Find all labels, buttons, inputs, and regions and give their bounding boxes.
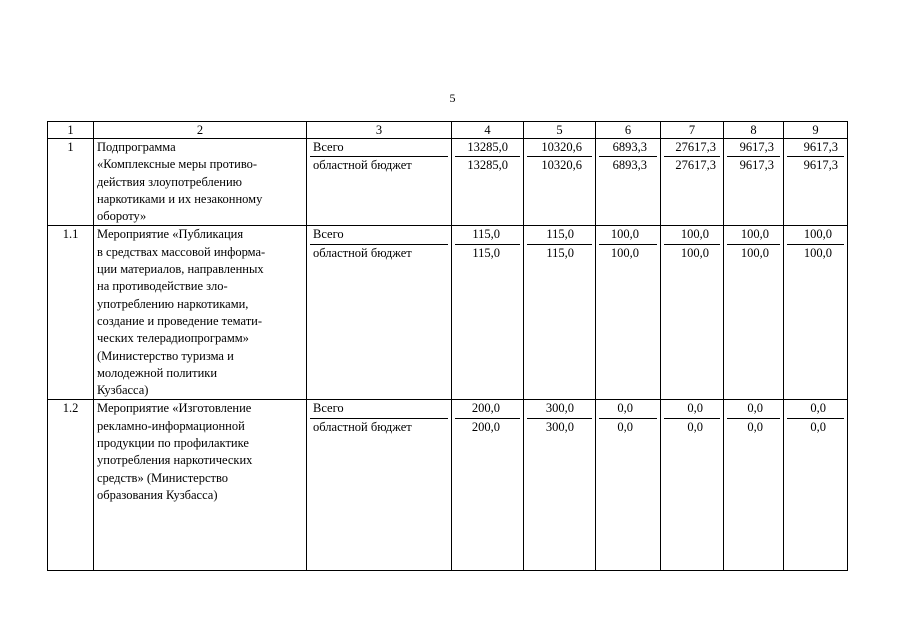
description-line: средств» (Министерство bbox=[97, 470, 229, 485]
source-regional: областной бюджет bbox=[313, 245, 412, 260]
value-total: 100,0 bbox=[664, 226, 720, 244]
value-total: 0,0 bbox=[787, 400, 844, 418]
column-header: 1 bbox=[48, 122, 94, 139]
value-cell bbox=[784, 139, 848, 226]
value-total: 0,0 bbox=[727, 400, 780, 418]
row-number: 1.2 bbox=[48, 400, 94, 571]
source-regional: областной бюджет bbox=[313, 158, 412, 173]
value-regional: 10320,6 bbox=[541, 158, 582, 173]
value-cell bbox=[724, 226, 784, 400]
source-total: Всего bbox=[310, 139, 448, 157]
value-cell bbox=[784, 400, 848, 571]
row-number: 1 bbox=[48, 139, 94, 226]
value-cell bbox=[452, 139, 524, 226]
description-line: ции материалов, направленных bbox=[97, 262, 264, 277]
description-line: «Комплексные меры противо- bbox=[97, 157, 258, 172]
value-cell bbox=[524, 139, 596, 226]
value-cell bbox=[452, 226, 524, 400]
row-description bbox=[94, 139, 307, 226]
budget-table bbox=[47, 121, 848, 571]
value-cell bbox=[596, 139, 661, 226]
description-line: действия злоупотреблению bbox=[97, 174, 243, 189]
value-total: 10320,6 bbox=[527, 139, 592, 157]
value-total: 100,0 bbox=[787, 226, 844, 244]
funding-source bbox=[307, 226, 452, 400]
value-regional: 200,0 bbox=[471, 419, 500, 434]
value-regional: 115,0 bbox=[546, 245, 574, 260]
value-cell bbox=[784, 226, 848, 400]
value-regional: 0,0 bbox=[747, 419, 763, 434]
value-cell bbox=[661, 226, 724, 400]
column-header: 7 bbox=[661, 122, 724, 139]
description-line: на противодействие зло- bbox=[97, 279, 228, 294]
description-line: в средствах массовой информа- bbox=[97, 244, 266, 259]
value-regional: 9617,3 bbox=[803, 158, 838, 173]
value-total: 0,0 bbox=[599, 400, 657, 418]
value-cell bbox=[724, 139, 784, 226]
value-total: 13285,0 bbox=[455, 139, 520, 157]
table-row bbox=[48, 400, 848, 571]
funding-source bbox=[307, 400, 452, 571]
description-line: образования Кузбасса) bbox=[97, 487, 218, 502]
value-regional: 0,0 bbox=[810, 419, 826, 434]
value-regional: 100,0 bbox=[740, 245, 769, 260]
value-cell bbox=[524, 400, 596, 571]
table-row bbox=[48, 139, 848, 226]
value-cell bbox=[596, 400, 661, 571]
description-line: молодежной политики bbox=[97, 365, 218, 380]
column-header: 2 bbox=[94, 122, 307, 139]
description-line: создание и проведение темати- bbox=[97, 313, 263, 328]
value-cell bbox=[661, 139, 724, 226]
value-regional: 6893,3 bbox=[612, 158, 647, 173]
value-total: 115,0 bbox=[527, 226, 592, 244]
row-number: 1.1 bbox=[48, 226, 94, 400]
value-cell bbox=[596, 226, 661, 400]
description-line: обороту» bbox=[97, 209, 147, 224]
description-line: рекламно-информационной bbox=[97, 418, 245, 433]
source-total: Всего bbox=[310, 226, 448, 244]
column-header: 6 bbox=[596, 122, 661, 139]
description-line: наркотиками и их незаконному bbox=[97, 191, 263, 206]
header-row bbox=[48, 122, 848, 139]
column-header: 4 bbox=[452, 122, 524, 139]
value-total: 300,0 bbox=[527, 400, 592, 418]
table-row bbox=[48, 226, 848, 400]
value-total: 100,0 bbox=[727, 226, 780, 244]
source-regional: областной бюджет bbox=[313, 419, 412, 434]
page-number: 5 bbox=[449, 91, 456, 105]
description-line: продукции по профилактике bbox=[97, 436, 249, 451]
value-cell bbox=[724, 400, 784, 571]
value-total: 9617,3 bbox=[787, 139, 844, 157]
column-header: 5 bbox=[524, 122, 596, 139]
description-line: Мероприятие «Изготовление bbox=[97, 401, 252, 416]
description-line: (Министерство туризма и bbox=[97, 348, 234, 363]
value-regional: 9617,3 bbox=[739, 158, 774, 173]
description-line: употреблению наркотиками, bbox=[97, 296, 249, 311]
description-line: Подпрограмма bbox=[97, 140, 176, 154]
value-total: 9617,3 bbox=[727, 139, 780, 157]
funding-source bbox=[307, 139, 452, 226]
value-total: 200,0 bbox=[455, 400, 520, 418]
value-cell bbox=[661, 400, 724, 571]
value-regional: 27617,3 bbox=[675, 158, 716, 173]
value-regional: 13285,0 bbox=[467, 158, 508, 173]
value-total: 100,0 bbox=[599, 226, 657, 244]
description-line: Мероприятие «Публикация bbox=[97, 227, 244, 242]
value-regional: 0,0 bbox=[617, 419, 633, 434]
value-regional: 115,0 bbox=[472, 245, 500, 260]
value-regional: 100,0 bbox=[803, 245, 832, 260]
column-header: 3 bbox=[307, 122, 452, 139]
column-header: 8 bbox=[724, 122, 784, 139]
column-header: 9 bbox=[784, 122, 848, 139]
value-regional: 0,0 bbox=[687, 419, 703, 434]
value-cell bbox=[524, 226, 596, 400]
value-total: 115,0 bbox=[455, 226, 520, 244]
value-total: 27617,3 bbox=[664, 139, 720, 157]
description-line: употребления наркотических bbox=[97, 453, 253, 468]
value-total: 6893,3 bbox=[599, 139, 657, 157]
value-cell bbox=[452, 400, 524, 571]
description-line: Кузбасса) bbox=[97, 383, 149, 398]
row-description bbox=[94, 400, 307, 571]
source-total: Всего bbox=[310, 400, 448, 418]
value-total: 0,0 bbox=[664, 400, 720, 418]
description-line: ческих телерадиопрограмм» bbox=[97, 331, 249, 346]
value-regional: 100,0 bbox=[680, 245, 709, 260]
row-description bbox=[94, 226, 307, 400]
value-regional: 300,0 bbox=[545, 419, 574, 434]
value-regional: 100,0 bbox=[610, 245, 639, 260]
